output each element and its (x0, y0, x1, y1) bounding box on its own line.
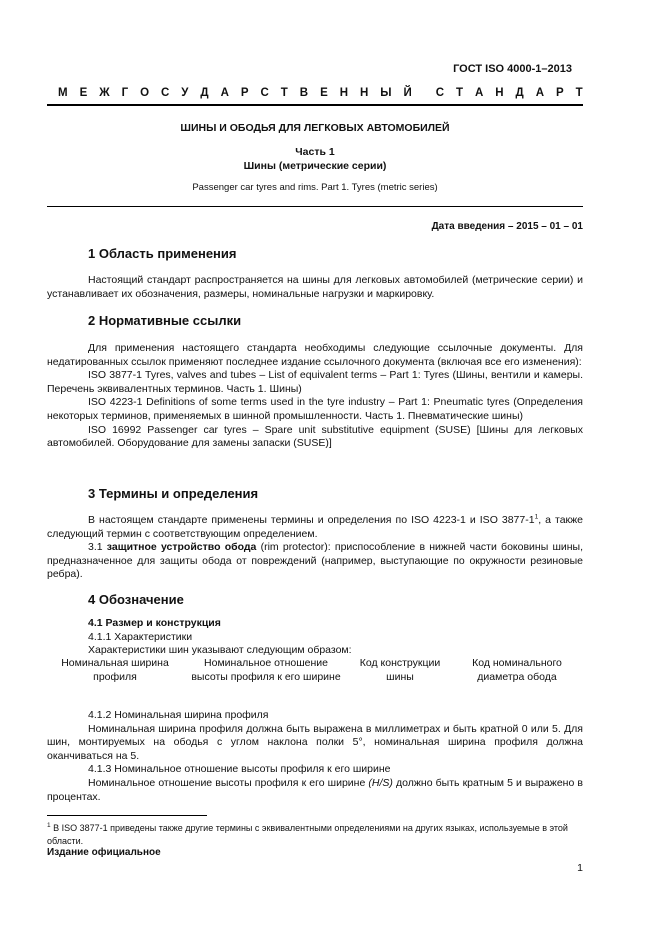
banner-letter: Й (403, 87, 412, 99)
standard-code: ГОСТ ISO 4000-1–2013 (453, 63, 572, 75)
section-2-heading: 2 Нормативные ссылки (88, 313, 242, 328)
paragraph (47, 514, 583, 541)
paragraph: Для применения настоящего стандарта необходимы следующие ссылочные документы. Для недатированных ссылок применяют последнее издание ссылочного документа (включая все его изменения): (47, 342, 583, 368)
paragraph (47, 777, 583, 804)
text-run: , а также следующий термин с соответствующим определением. (47, 514, 583, 540)
banner-letter: Р (556, 87, 564, 99)
definition: (rim protector): приспособление в нижней части боковины шины, предназначенное для защиты обода от повреждений (например, выступающие по окружности резиновые ребра). (47, 541, 583, 581)
reference-item: ISO 4223-1 Definitions of some terms used in the tyre industry – Part 1: Pneumatic tyres (Определения некоторых терминов, применяемых в шинной промышленности. Часть 1. Пневматические шины) (47, 396, 583, 422)
banner-letter: Д (200, 87, 209, 99)
banner-letter: С (435, 87, 445, 99)
subsection-4-1-3-heading: 4.1.3 Номинальное отношение высоты профиля к его ширине (88, 763, 391, 776)
column-label: Номинальная ширина профиля (61, 657, 169, 683)
banner-letter: В (299, 87, 309, 99)
banner-letter: А (220, 87, 229, 99)
banner-letter: Е (79, 87, 88, 99)
paragraph: Характеристики шин указывают следующим образом: (88, 644, 352, 657)
banner-letter: Е (320, 87, 328, 99)
banner-letter: А (474, 87, 484, 99)
banner-letter: Г (121, 87, 129, 99)
part-title (47, 145, 583, 173)
column-label: Номинальное отношение высоты профиля к его ширине (191, 657, 341, 683)
section-4-heading: 4 Обозначение (88, 592, 184, 607)
introduction-date: Дата введения – 2015 – 01 – 01 (431, 221, 583, 232)
part-subtitle: Шины (метрические серии) (243, 160, 387, 172)
footnote-mark: 1 (47, 822, 51, 829)
banner-letter: А (535, 87, 545, 99)
subsection-4-1-heading: 4.1 Размер и конструкция (88, 617, 221, 629)
banner-letter: Н (339, 87, 349, 99)
banner-letter: Р (240, 87, 249, 99)
banner-letter: Т (455, 87, 464, 99)
banner-letter: Т (280, 87, 288, 99)
banner-letter: Н (359, 87, 369, 99)
banner-letter: С (161, 87, 170, 99)
part-number: Часть 1 (295, 146, 335, 158)
section-1-body (47, 274, 583, 301)
section-4-body (47, 709, 583, 804)
term-number: 3.1 (88, 541, 107, 554)
reference-item: ISO 16992 Passenger car tyres – Spare unit substitutive equipment (SUSE) [Шины для легковых автомобилей. Оборудование для замены запаски (SUSE)] (47, 423, 583, 450)
banner-letter: Д (515, 87, 524, 99)
subsection-4-1-1-heading: 4.1.1 Характеристики (88, 630, 193, 643)
section-1-heading: 1 Область применения (88, 246, 237, 261)
banner-letter: О (140, 87, 150, 99)
term-definition (47, 541, 583, 582)
english-title: Passenger car tyres and rims. Part 1. Tyres (metric series) (192, 182, 438, 193)
reference-item: ISO 3877-1 Tyres, valves and tubes – List of equivalent terms – Part 1: Tyres (Шины, вентили и камеры. Перечень эквивалентных терминов. Часть 1. Шины) (47, 369, 583, 395)
interstate-standard-banner (58, 87, 583, 99)
footnote-ref: 1 (534, 513, 539, 521)
designation-columns (47, 657, 583, 684)
page-number: 1 (577, 862, 583, 874)
column-label: Код конструкции шины (359, 657, 441, 683)
column-label: Код номинального диаметра обода (472, 657, 562, 683)
section-3-heading: 3 Термины и определения (88, 486, 259, 501)
section-2-body (47, 342, 583, 451)
text-run: В настоящем стандарте применены термины и определения по ISO 4223-1 и ISO 3877-1 (88, 514, 535, 526)
header-rule (47, 104, 583, 106)
paragraph: Настоящий стандарт распространяется на шины для легковых автомобилей (метрические серии) и устанавливает их обозначения, размеры, номинальные нагрузки и маркировку. (47, 274, 583, 300)
section-3-body (47, 514, 583, 582)
footnote-rule (47, 815, 207, 816)
term: защитное устройство обода (106, 541, 257, 554)
section-4-intro (47, 617, 583, 658)
banner-letter: Т (575, 87, 583, 99)
edition-label: Издание официальное (47, 847, 161, 858)
document-title: ШИНЫ И ОБОДЬЯ ДЛЯ ЛЕГКОВЫХ АВТОМОБИЛЕЙ (180, 122, 450, 134)
banner-letter: Н (495, 87, 504, 99)
title-rule (47, 206, 583, 207)
text-run: должно быть кратным 5 и выражено в процентах. (47, 776, 583, 803)
footnote (47, 822, 583, 848)
banner-letter: Ж (99, 87, 110, 99)
paragraph: Номинальная ширина профиля должна быть выражена в миллиметрах и быть кратной 0 или 5. Для шин, монтируемых на ободья с углом наклона полки 5°, номинальная ширина профиля должна оканчиваться на 5. (47, 722, 583, 762)
banner-letter: У (181, 87, 189, 99)
banner-letter: С (260, 87, 269, 99)
banner-letter: Ы (380, 87, 392, 99)
formula: (H/S) (368, 776, 393, 789)
text-run: Номинальное отношение высоты профиля к его ширине (88, 776, 369, 789)
footnote-text: В ISO 3877-1 приведены также другие термины с эквивалентными определениями на других языках, используемые в этой области. (47, 823, 568, 846)
subsection-4-1-2-heading: 4.1.2 Номинальная ширина профиля (88, 709, 269, 721)
banner-letter: М (58, 87, 68, 99)
